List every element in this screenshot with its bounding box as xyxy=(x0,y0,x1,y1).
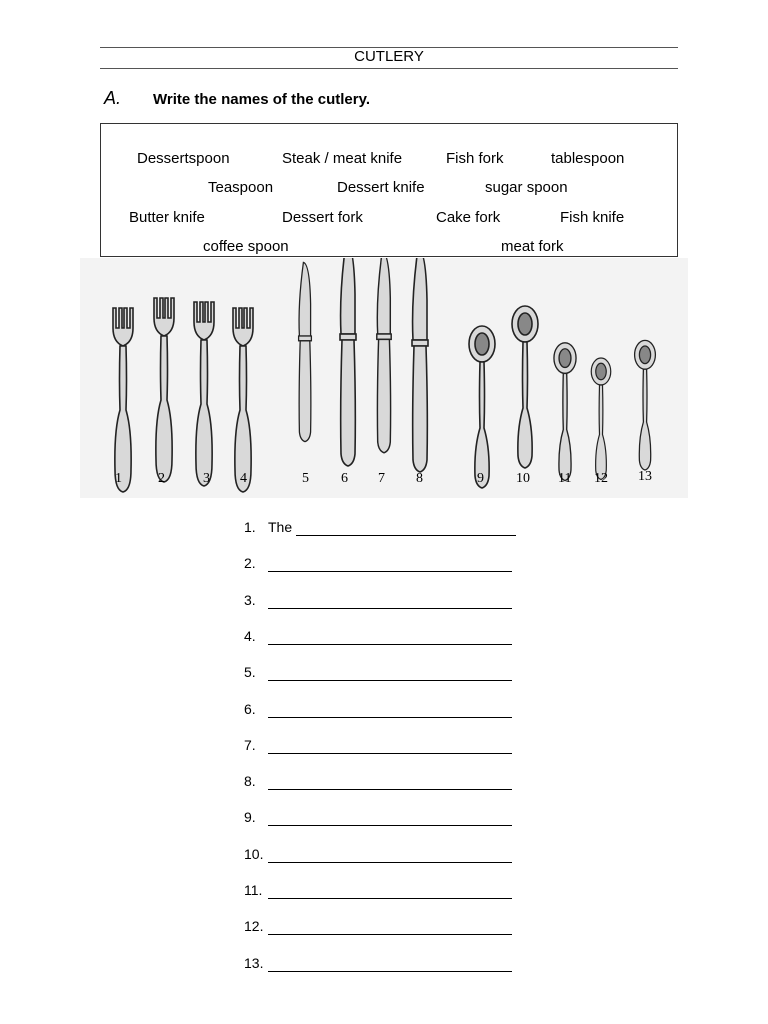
answer-number: 7. xyxy=(244,736,256,753)
answer-row xyxy=(244,955,266,971)
answer-blank[interactable] xyxy=(268,862,512,863)
answer-blank[interactable] xyxy=(268,971,512,972)
answer-row xyxy=(244,846,266,862)
illustration-number: 7 xyxy=(378,471,385,486)
illustration-number: 8 xyxy=(416,471,423,486)
illustration-number: 4 xyxy=(240,471,247,486)
word-bank-item: Teaspoon xyxy=(208,179,274,196)
answer-number: 3. xyxy=(244,591,256,608)
illustration-number: 2 xyxy=(158,471,165,486)
answer-number: 11. xyxy=(244,882,263,898)
answer-number: 4. xyxy=(244,627,256,644)
answer-blank[interactable] xyxy=(268,717,512,718)
answer-row xyxy=(244,701,266,717)
answer-row xyxy=(244,918,266,934)
answer-row xyxy=(244,737,266,753)
word-bank-item: Cake fork xyxy=(436,209,501,226)
answer-number: 9. xyxy=(244,809,256,826)
answer-number: 13. xyxy=(244,954,264,971)
answer-prefix: The xyxy=(268,519,293,535)
word-bank-item: sugar spoon xyxy=(485,179,568,196)
illustration-number: 10 xyxy=(516,471,530,486)
section-instruction: Write the names of the cutlery. xyxy=(153,91,370,108)
answer-blank[interactable] xyxy=(268,608,512,609)
illustration-number: 13 xyxy=(638,469,652,484)
word-bank-item: Dessert fork xyxy=(282,209,363,226)
answer-row xyxy=(244,773,266,789)
answer-number: 2. xyxy=(244,555,256,572)
word-bank-item: Fish fork xyxy=(446,150,504,167)
answer-row xyxy=(244,555,266,571)
answer-blank[interactable] xyxy=(268,789,512,790)
answer-number: 6. xyxy=(244,700,256,717)
knife-6-icon xyxy=(340,258,356,466)
word-bank-item: Butter knife xyxy=(129,209,205,226)
answer-blank[interactable] xyxy=(268,571,512,572)
illustration-number: 3 xyxy=(203,471,210,486)
page-title: CUTLERY xyxy=(354,48,424,65)
illustration-number: 6 xyxy=(341,471,348,486)
knife-7-icon xyxy=(377,258,391,453)
word-bank-item: coffee spoon xyxy=(203,238,289,255)
answer-number: 5. xyxy=(244,664,256,681)
answer-number: 8. xyxy=(244,773,256,790)
word-bank-item: Dessertspoon xyxy=(137,150,230,167)
illustration-number: 5 xyxy=(302,471,309,486)
word-bank-item: Steak / meat knife xyxy=(282,150,403,167)
knife-8-icon xyxy=(412,258,428,472)
word-bank-item: Fish knife xyxy=(560,209,625,226)
illustration-number: 12 xyxy=(594,471,608,486)
answer-blank[interactable] xyxy=(268,898,512,899)
answer-blank[interactable] xyxy=(268,753,512,754)
cutlery-illustration xyxy=(80,258,688,498)
illustration-number: 9 xyxy=(477,471,484,486)
section-letter: A. xyxy=(104,88,122,108)
answer-number: 1. xyxy=(244,519,256,535)
answer-row xyxy=(244,519,293,535)
answer-row xyxy=(244,628,266,644)
word-bank-box xyxy=(100,123,678,257)
knife-5-icon xyxy=(299,262,312,441)
answer-blank[interactable] xyxy=(268,825,512,826)
answer-blank[interactable] xyxy=(296,535,516,536)
answer-row xyxy=(244,664,266,680)
answer-number: 12. xyxy=(244,918,264,935)
illustration-number: 1 xyxy=(115,471,122,486)
answer-row xyxy=(244,882,266,898)
answer-blank[interactable] xyxy=(268,934,512,935)
answer-number: 10. xyxy=(244,845,264,862)
illustration-number: 11 xyxy=(558,471,572,486)
answer-blank[interactable] xyxy=(268,680,512,681)
answer-row xyxy=(244,809,266,825)
word-bank-item: meat fork xyxy=(501,238,564,255)
answer-blank[interactable] xyxy=(268,644,512,645)
word-bank-item: tablespoon xyxy=(551,150,625,167)
answer-row xyxy=(244,592,266,608)
word-bank-item: Dessert knife xyxy=(337,179,425,196)
title-rule xyxy=(100,68,678,69)
